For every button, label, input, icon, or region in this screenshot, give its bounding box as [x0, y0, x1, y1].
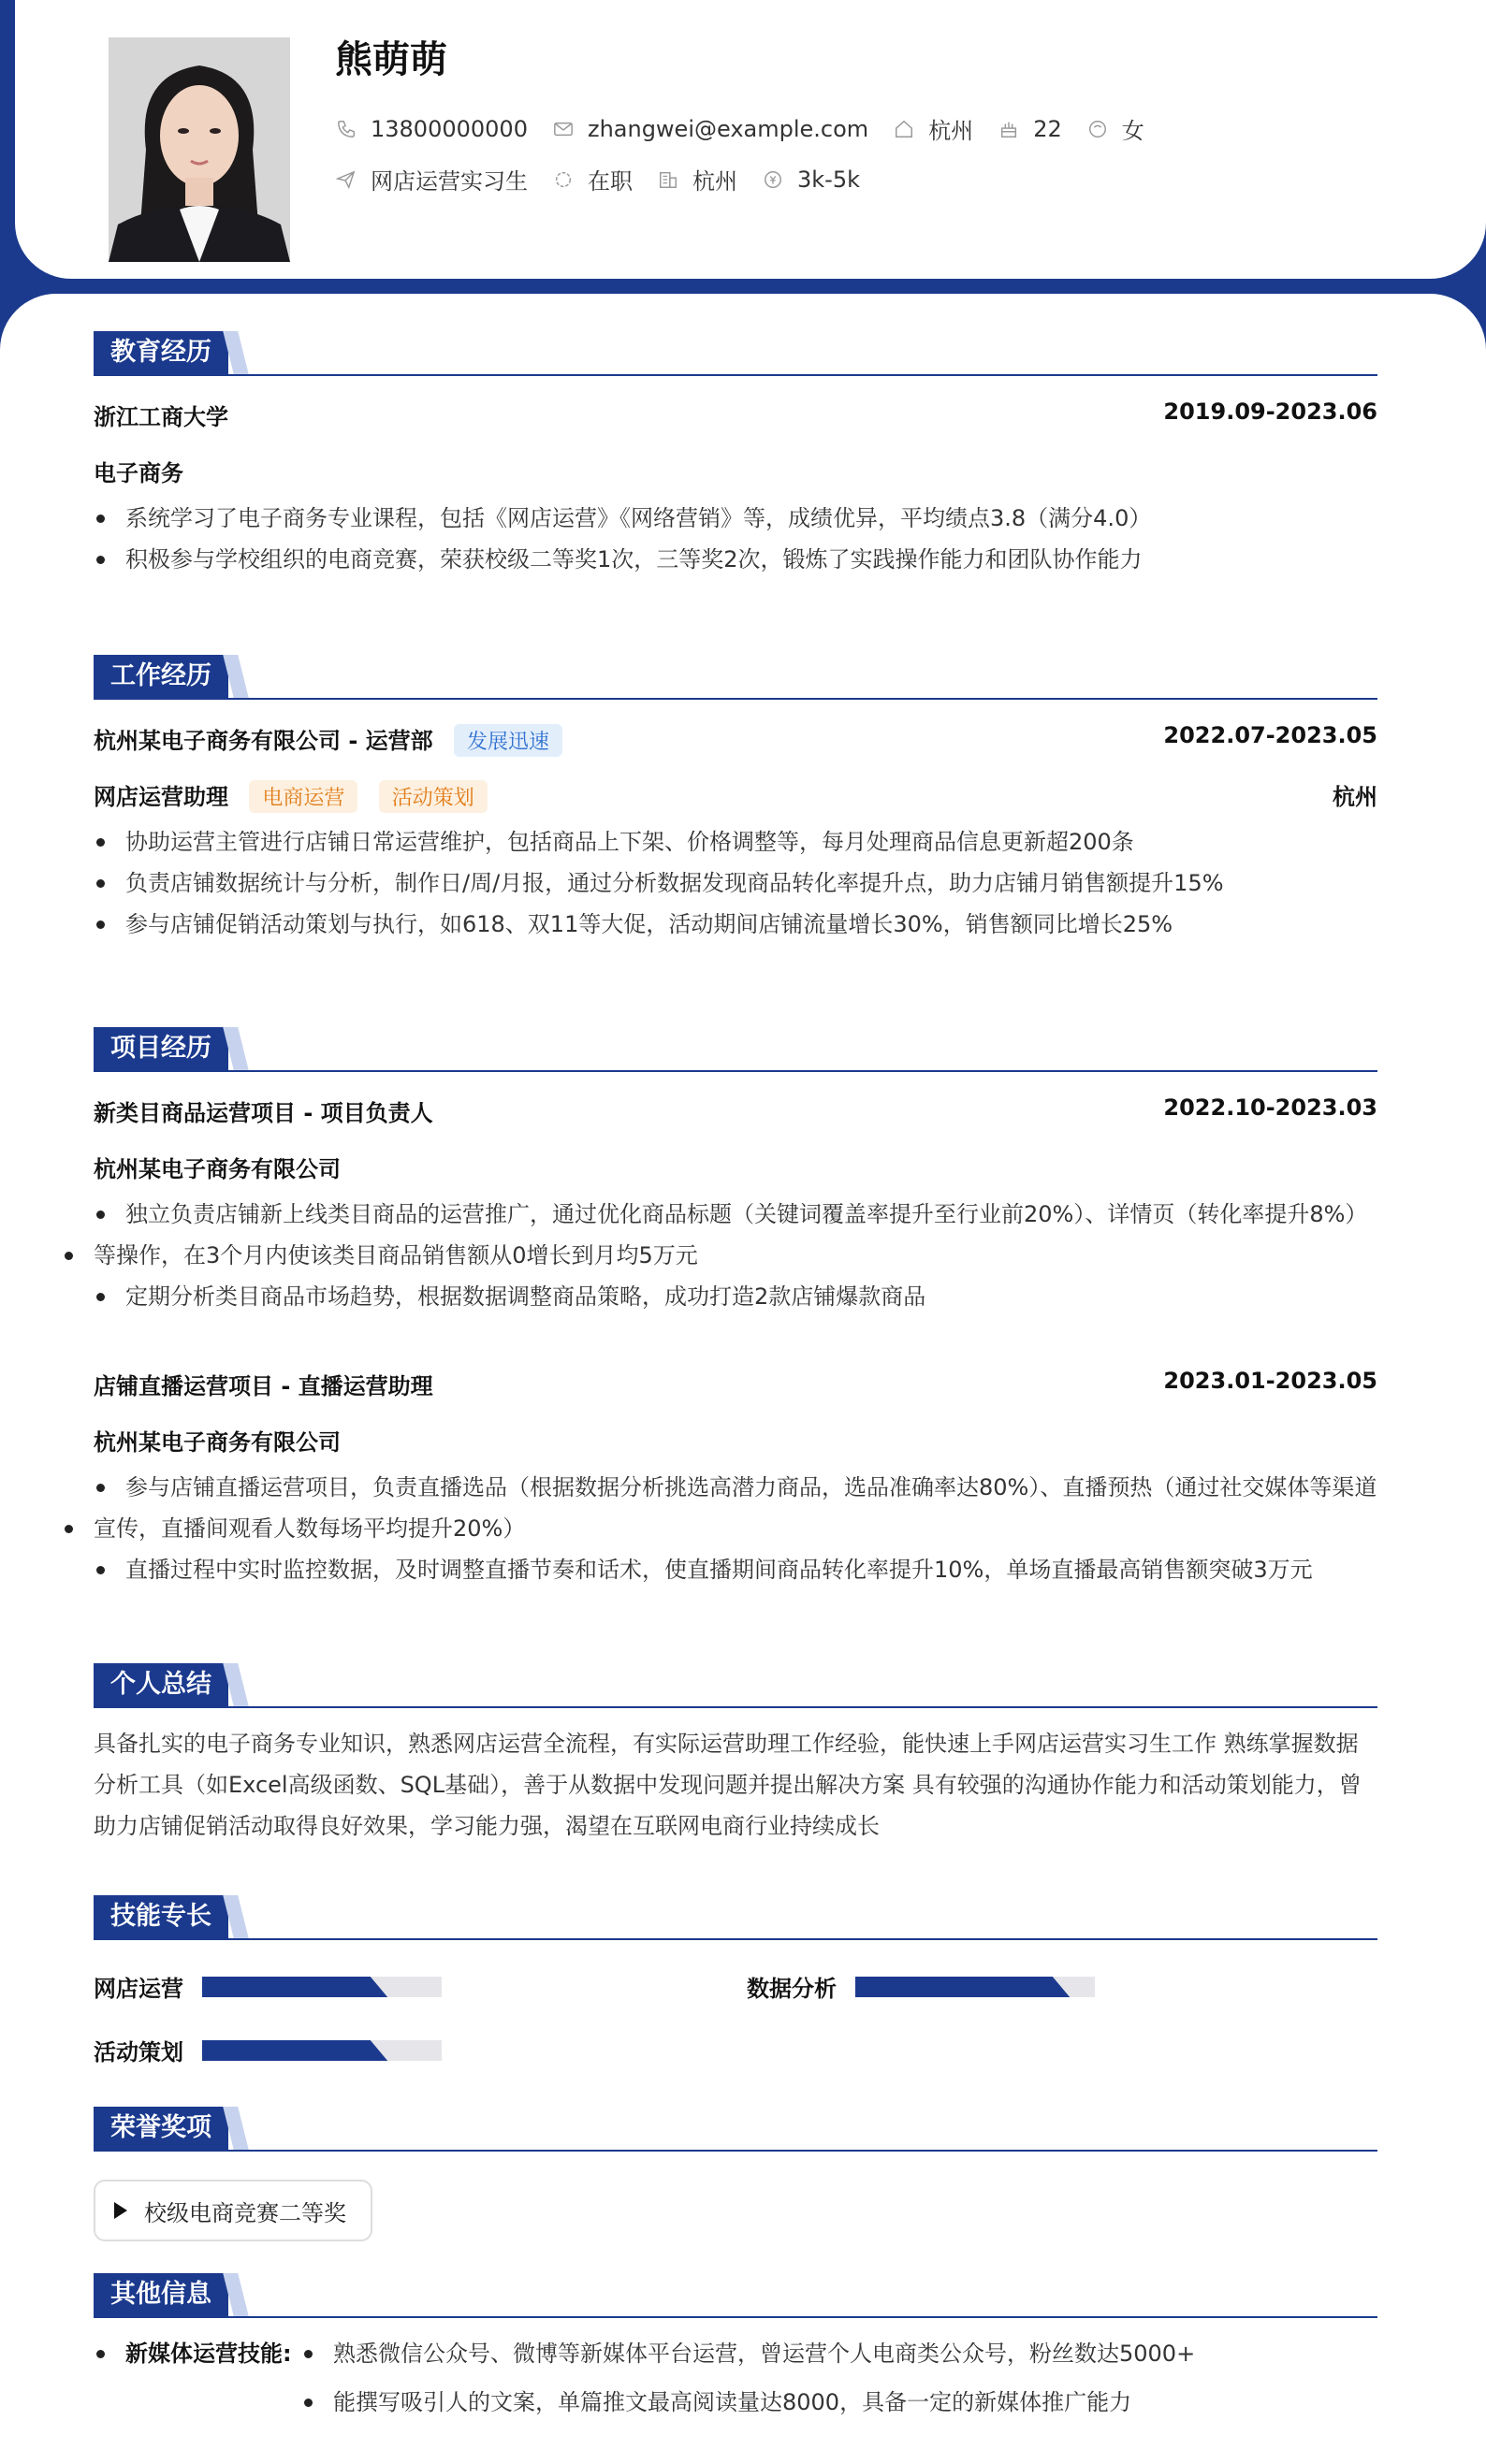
section-header [94, 1663, 1377, 1708]
section-title: 技能专长 [94, 1895, 228, 1938]
project-bullets [94, 1194, 1409, 1317]
skill-bar-fill [202, 2040, 370, 2061]
award-text: 校级电商竞赛二等奖 [144, 2199, 346, 2226]
status-text: 在职 [588, 168, 633, 195]
skill-bar [855, 1977, 1095, 1997]
gender-item [1086, 112, 1144, 145]
send-icon [335, 168, 357, 191]
company-row [94, 722, 1377, 757]
role-tag: 电商运营 [249, 780, 357, 813]
skill-bar [202, 2040, 442, 2061]
work-location: 杭州 [1333, 784, 1377, 810]
profile-header [15, 0, 1486, 279]
company-tag: 发展迅速 [454, 724, 562, 757]
list-item: 独立负责店铺新上线类目商品的运营推广，通过优化商品标题（关键词覆盖率提升至行业前20%）、详情页（转化率提升8%） [125, 1194, 1409, 1235]
section-header [94, 1895, 1377, 1940]
list-item: 协助运营主管进行店铺日常运营维护，包括商品上下架、价格调整等，每月处理商品信息更新超200条 [125, 821, 1409, 862]
section-header [94, 2107, 1377, 2152]
face-icon [1086, 118, 1109, 140]
skill-bar-fill [855, 1977, 1052, 1997]
phone-item [335, 116, 528, 142]
skill-bar-fill [202, 1977, 370, 1997]
work-period: 2022.07-2023.05 [1163, 722, 1377, 748]
contact-row [335, 112, 1169, 145]
skill-name: 数据分析 [747, 1976, 837, 2002]
project-period: 2023.01-2023.05 [1163, 1368, 1377, 1394]
project-row [94, 1094, 1377, 1127]
other-label: 新媒体运营技能: [125, 2333, 350, 2374]
school-name: 浙江工商大学 [94, 404, 228, 430]
list-item: 负责店铺数据统计与分析，制作日/周/月报，通过分析数据发现商品转化率提升点，助力店铺月销售额提升15% [125, 862, 1409, 904]
skill-item [94, 1970, 442, 2003]
list-item-continuation: 等操作，在3个月内使该类目商品销售额从0增长到月均5万元 [94, 1235, 1409, 1276]
phone-icon [335, 118, 357, 140]
company-name: 杭州某电子商务有限公司 - 运营部 [94, 728, 433, 754]
role-tag: 活动策划 [379, 780, 488, 813]
age-text: 22 [1033, 115, 1062, 142]
skill-item [747, 1970, 1095, 2003]
skill-name: 活动策划 [94, 2039, 183, 2065]
building-icon [657, 168, 679, 191]
awards-section [94, 2107, 1377, 2226]
list-item: 参与店铺直播运营项目，负责直播选品（根据数据分析挑选高潜力商品，选品准确率达80%）、直播预热（通过社交媒体等渠道 [125, 1467, 1409, 1508]
cake-icon [998, 118, 1020, 140]
intent-row [335, 163, 884, 196]
section-title: 工作经历 [94, 655, 228, 698]
home-text: 杭州 [928, 118, 974, 144]
skills-section [94, 1895, 1377, 2065]
salary-item [762, 167, 860, 193]
school-row [94, 399, 1377, 431]
mail-icon [552, 118, 575, 140]
education-section [94, 331, 1377, 573]
education-period: 2019.09-2023.06 [1163, 399, 1377, 425]
section-header [94, 2273, 1377, 2318]
role-row [94, 778, 1377, 813]
projects-section [94, 1027, 1377, 1583]
project-name: 店铺直播运营项目 - 直播运营助理 [94, 1373, 433, 1399]
skill-bar [202, 1977, 442, 1997]
section-title: 项目经历 [94, 1027, 228, 1070]
summary-text [94, 1723, 1377, 1847]
section-title: 教育经历 [94, 331, 228, 374]
list-item: 定期分析类目商品市场趋势，根据数据调整商品策略，成功打造2款店铺爆款商品 [125, 1276, 1409, 1317]
city-text: 杭州 [692, 168, 737, 195]
education-bullets [94, 498, 1409, 580]
home-icon [893, 118, 915, 140]
coin-icon [762, 168, 784, 191]
job-target-text: 网店运营实习生 [371, 168, 528, 195]
salary-text: 3k-5k [797, 166, 860, 193]
caret-right-icon [114, 2202, 127, 2219]
list-item: 系统学习了电子商务专业课程，包括《网店运营》《网络营销》等，成绩优异，平均绩点3.8（满分4.0） [125, 498, 1409, 539]
loading-icon [552, 168, 575, 191]
project-company: 杭州某电子商务有限公司 [94, 1156, 341, 1182]
skill-name: 网店运营 [94, 1976, 183, 2002]
home-item [893, 112, 973, 145]
major-name: 电子商务 [94, 460, 183, 486]
other-bullets [301, 2333, 1409, 2423]
email-text: zhangwei@example.com [587, 115, 869, 142]
city-item [657, 163, 737, 196]
phone-text: 13800000000 [371, 115, 528, 142]
section-header [94, 331, 1377, 376]
project-name: 新类目商品运营项目 - 项目负责人 [94, 1100, 433, 1126]
list-item: 积极参与学校组织的电商竞赛，荣获校级二等奖1次，三等奖2次，锻炼了实践操作能力和团队协作能力 [125, 539, 1409, 580]
list-item: 参与店铺促销活动策划与执行，如618、双11等大促，活动期间店铺流量增长30%，销售额同比增长25% [125, 904, 1409, 945]
age-item [998, 116, 1062, 142]
project-period: 2022.10-2023.03 [1163, 1094, 1377, 1121]
work-section [94, 655, 1377, 937]
summary-line: 分析工具（如Excel高级函数、SQL基础），善于从数据中发现问题并提出解决方案 具有较强的沟通协作能力和活动策划能力，曾 [94, 1772, 1362, 1798]
role-name: 网店运营助理 [94, 784, 228, 810]
list-item-continuation: 宣传，直播间观看人数每场平均提升20%） [94, 1508, 1409, 1549]
avatar-photo [109, 37, 290, 262]
list-item: 能撰写吸引人的文案，单篇推文最高阅读量达8000，具备一定的新媒体推广能力 [333, 2382, 1409, 2423]
summary-line: 助力店铺促销活动取得良好效果，学习能力强，渴望在互联网电商行业持续成长 [94, 1813, 880, 1839]
section-title: 个人总结 [94, 1663, 228, 1706]
section-header [94, 655, 1377, 700]
skill-item [94, 2034, 442, 2066]
section-title: 荣誉奖项 [94, 2107, 228, 2150]
project-row [94, 1368, 1377, 1400]
summary-line: 具备扎实的电子商务专业知识，熟悉网店运营全流程，有实际运营助理工作经验，能快速上手网店运营实习生工作 熟练掌握数据 [94, 1731, 1359, 1757]
list-item: 熟悉微信公众号、微博等新媒体平台运营，曾运营个人电商类公众号，粉丝数达5000+ [333, 2333, 1409, 2374]
summary-section [94, 1663, 1377, 1839]
gender-text: 女 [1121, 118, 1144, 144]
status-item [552, 163, 633, 196]
work-bullets [94, 821, 1409, 945]
award-item[interactable] [94, 2180, 372, 2241]
job-target-item [335, 163, 528, 196]
section-title: 其他信息 [94, 2273, 228, 2316]
section-header [94, 1027, 1377, 1072]
other-section [94, 2273, 1377, 2415]
list-item: 直播过程中实时监控数据，及时调整直播节奏和话术，使直播期间商品转化率提升10%，单场直播最高销售额突破3万元 [125, 1549, 1409, 1590]
resume-body [0, 294, 1486, 2464]
candidate-name: 熊萌萌 [335, 38, 447, 81]
project-company: 杭州某电子商务有限公司 [94, 1429, 341, 1456]
email-item [552, 116, 868, 142]
project-bullets [94, 1467, 1409, 1590]
